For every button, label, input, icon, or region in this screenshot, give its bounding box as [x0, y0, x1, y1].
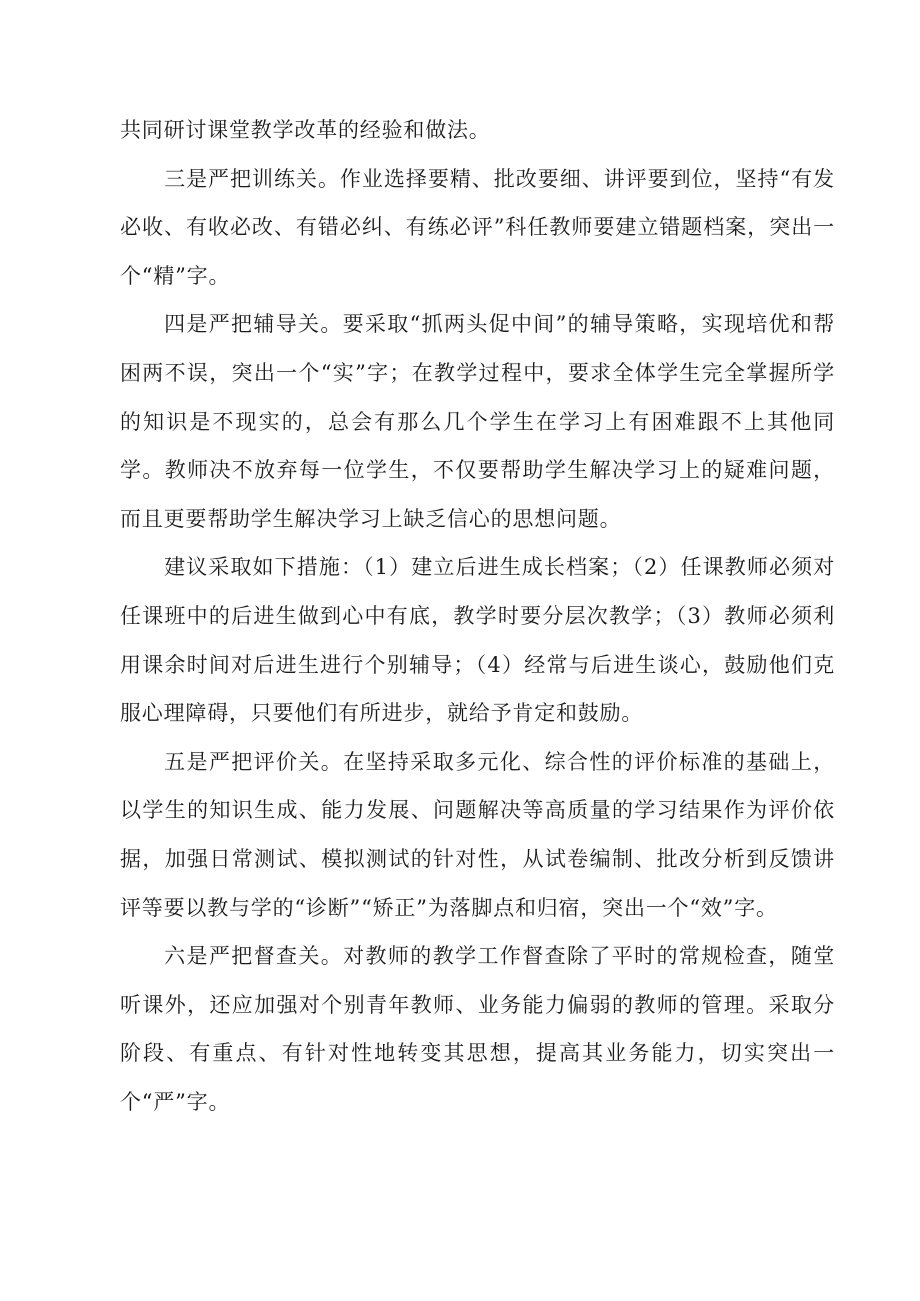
document-body [120, 106, 835, 1126]
paragraph-evaluation: 五是严把评价关。在坚持采取多元化、综合性的评价标准的基础上，以学生的知识生成、能力发展、问题解决等高质量的学习结果作为评价依据，加强日常测试、模拟测试的针对性，从试卷编制、批改分析到反馈讲评等要以教与学的“诊断”“矫正”为落脚点和归宿，突出一个“效”字。 [120, 749, 835, 920]
paragraph-training: 三是严把训练关。作业选择要精、批改要细、讲评要到位，坚持“有发必收、有收必改、有错必纠、有练必评”科任教师要建立错题档案，突出一个“精”字。 [120, 166, 835, 288]
paragraph-supervision: 六是严把督查关。对教师的教学工作督查除了平时的常规检查，随堂听课外，还应加强对个别青年教师、业务能力偏弱的教师的管理。采取分阶段、有重点、有针对性地转变其思想，提高其业务能力，切实突出一个“严”字。 [120, 944, 835, 1114]
paragraph-measures: 建议采取如下措施：（1）建立后进生成长档案；（2）任课教师必须对任课班中的后进生做到心中有底，教学时要分层次教学；（3）教师必须利用课余时间对后进生进行个别辅导；（4）经常与后进生谈心，鼓励他们克服心理障碍，只要他们有所进步，就给予肯定和鼓励。 [120, 555, 835, 726]
paragraph-tutoring: 四是严把辅导关。要采取“抓两头促中间”的辅导策略，实现培优和帮困两不误，突出一个“实”字；在教学过程中，要求全体学生完全掌握所学的知识是不现实的，总会有那么几个学生在学习上有困难跟不上其他同学。教师决不放弃每一位学生，不仅要帮助学生解决学习上的疑难问题，而且更要帮助学生解决学习上缺乏信心的思想问题。 [120, 312, 835, 531]
paragraph-continuation: 共同研讨课堂教学改革的经验和做法。 [120, 118, 491, 142]
